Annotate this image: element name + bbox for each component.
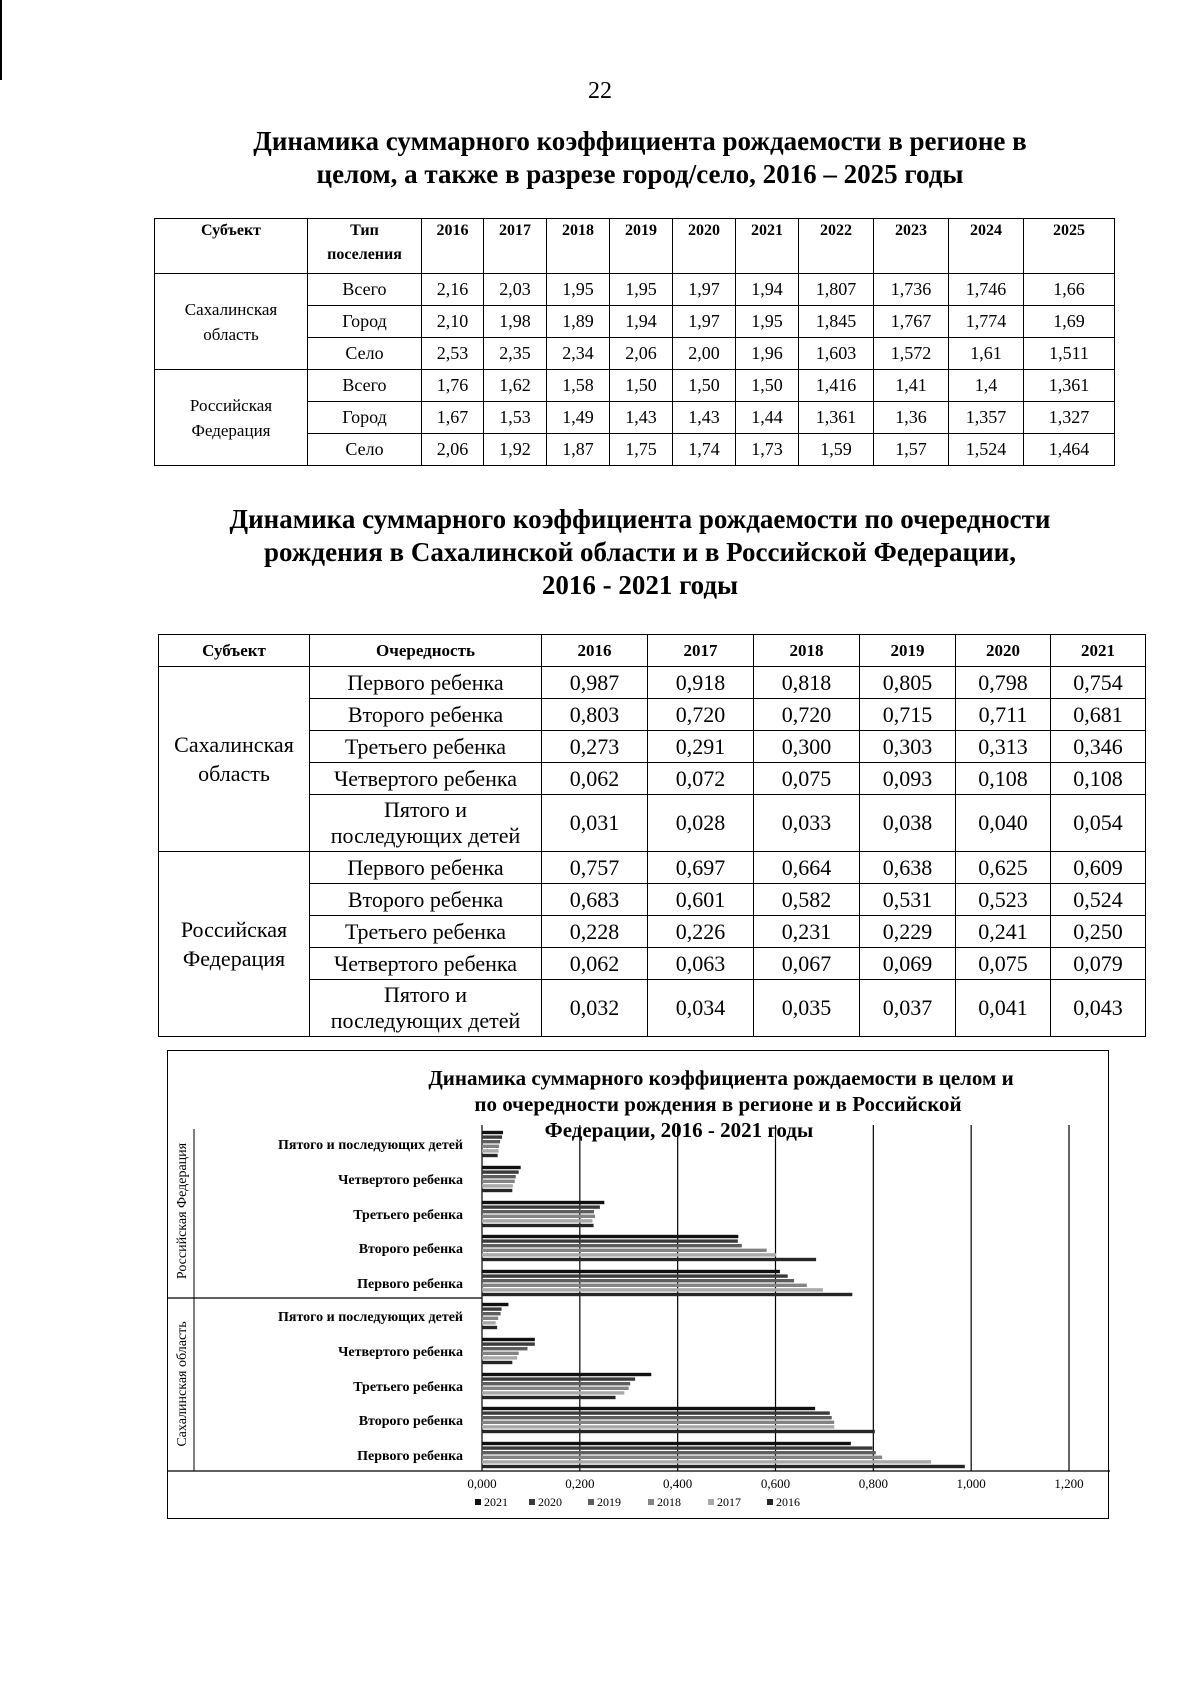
- table2-title-line: 2016 - 2021 годы: [541, 570, 739, 600]
- table-row: [159, 852, 1146, 884]
- table1-value-cell: 2,10: [422, 306, 484, 338]
- table1-type-cell: Всего: [308, 274, 422, 306]
- chart-x-tick-label: 0,800: [858, 1476, 888, 1491]
- chart-legend-swatch: [529, 1499, 535, 1505]
- table2-value-cell: 0,798: [956, 667, 1051, 699]
- chart-bar: [482, 1421, 834, 1424]
- chart-category-label: Пятого и последующих детей: [277, 1310, 463, 1325]
- chart-bar: [482, 1253, 776, 1256]
- table1-subject-line: Федерация: [191, 420, 271, 440]
- table2-value-cell: 0,063: [648, 948, 754, 980]
- table2-title-line: рождения в Сахалинской области и в Российской Федерации,: [264, 537, 1016, 567]
- table1-value-cell: 1,746: [949, 274, 1024, 306]
- chart-title-line: Федерации, 2016 - 2021 годы: [544, 1118, 814, 1142]
- chart-bar: [482, 1391, 624, 1394]
- table1-header-year: 2018: [547, 219, 610, 274]
- table2-subject-line: Российская: [180, 917, 288, 942]
- chart-category-label: Третьего ребенка: [353, 1208, 463, 1223]
- chart-bar: [482, 1377, 635, 1380]
- chart-bar: [482, 1425, 834, 1428]
- table2-order-cell: [310, 916, 542, 948]
- table1-subject-cell: [155, 274, 308, 370]
- chart-legend-label: 2016: [776, 1495, 800, 1509]
- chart-category-label: Второго ребенка: [358, 1242, 463, 1257]
- table2-value-cell: 0,300: [754, 731, 860, 763]
- table2-value-cell: 0,062: [542, 948, 648, 980]
- table1-value-cell: 1,58: [547, 370, 610, 402]
- birth-rate-settlement-table: [154, 218, 1115, 466]
- table2-order-cell: [310, 795, 542, 852]
- table2-title: [140, 503, 1140, 602]
- chart-x-tick-label: 0,400: [663, 1476, 693, 1491]
- chart-legend-label: 2021: [484, 1495, 508, 1509]
- table1-header-type: [308, 219, 422, 274]
- chart-group-label: Сахалинская область: [175, 1321, 190, 1447]
- chart-bar: [482, 1219, 593, 1222]
- table2-value-cell: 0,291: [648, 731, 754, 763]
- table-row: [159, 667, 1146, 699]
- table2-value-cell: 0,028: [648, 795, 754, 852]
- table1-value-cell: 1,87: [547, 434, 610, 466]
- table2-value-cell: 0,108: [956, 763, 1051, 795]
- table2-header-subject: Субъект: [159, 635, 310, 667]
- chart-bar: [482, 1326, 497, 1329]
- table2-value-cell: 0,683: [542, 884, 648, 916]
- table2-value-cell: 0,034: [648, 980, 754, 1037]
- table2-header-row: [159, 635, 1146, 667]
- table2-order-cell: [310, 763, 542, 795]
- chart-legend-swatch: [767, 1499, 773, 1505]
- chart-bar: [482, 1145, 499, 1148]
- table2-value-cell: 0,067: [754, 948, 860, 980]
- table2-header-year: 2020: [956, 635, 1051, 667]
- chart-bar: [482, 1239, 738, 1242]
- page-number: 22: [588, 78, 612, 104]
- table2-value-cell: 0,037: [860, 980, 956, 1037]
- chart-bar: [482, 1430, 875, 1433]
- table-row: [155, 370, 1115, 402]
- chart-bar: [482, 1189, 512, 1192]
- chart-bar: [482, 1411, 830, 1414]
- table2-order-line: Третьего ребенка: [344, 733, 507, 759]
- chart-legend-label: 2019: [597, 1495, 621, 1509]
- chart-group-label: Российская Федерация: [175, 1142, 190, 1280]
- table1-header-year: 2022: [799, 219, 874, 274]
- table2-order-line: Второго ребенка: [347, 886, 504, 912]
- table2-value-cell: 0,987: [542, 667, 648, 699]
- table1-header-year: 2025: [1024, 219, 1115, 274]
- chart-legend-swatch: [648, 1499, 654, 1505]
- table1-value-cell: 1,92: [484, 434, 547, 466]
- table1-subject-line: Российская: [189, 395, 273, 415]
- chart-bar: [482, 1224, 594, 1227]
- chart-bar: [482, 1131, 503, 1134]
- table2-order-line: Второго ребенка: [347, 701, 504, 727]
- table1-type-cell: Село: [308, 338, 422, 370]
- chart-bar: [482, 1215, 595, 1218]
- table1-type-cell: Город: [308, 402, 422, 434]
- table1-value-cell: 1,43: [610, 402, 673, 434]
- table2-subject-line: Федерация: [182, 946, 286, 971]
- chart-bar: [482, 1175, 516, 1178]
- table1-value-cell: 1,50: [610, 370, 673, 402]
- table2-value-cell: 0,075: [754, 763, 860, 795]
- table1-header-year: 2017: [484, 219, 547, 274]
- table2-header-year: 2016: [542, 635, 648, 667]
- table2-value-cell: 0,531: [860, 884, 956, 916]
- chart-bar: [482, 1347, 527, 1350]
- table2-value-cell: 0,638: [860, 852, 956, 884]
- chart-x-tick-label: 1,200: [1054, 1476, 1084, 1491]
- table2-header-year: 2021: [1051, 635, 1146, 667]
- table2-value-cell: 0,918: [648, 667, 754, 699]
- chart-bar: [482, 1166, 521, 1169]
- table1-value-cell: 1,76: [422, 370, 484, 402]
- table2-value-cell: 0,818: [754, 667, 860, 699]
- chart-category-label: Третьего ребенка: [353, 1380, 463, 1395]
- chart-bar: [482, 1442, 851, 1445]
- table1-title-line: Динамика суммарного коэффициента рождаемости в регионе в: [253, 126, 1027, 156]
- table1-value-cell: 1,845: [799, 306, 874, 338]
- table2-order-line: Пятого и: [383, 982, 468, 1007]
- birth-order-table: [158, 634, 1146, 1037]
- table2-header-year: 2017: [648, 635, 754, 667]
- table1-value-cell: 2,35: [484, 338, 547, 370]
- table1-value-cell: 1,361: [799, 402, 874, 434]
- chart-bar: [482, 1451, 876, 1454]
- table2-order-line: Четвертого ребенка: [333, 950, 518, 976]
- chart-bar: [482, 1460, 931, 1463]
- table1-value-cell: 1,62: [484, 370, 547, 402]
- table1-value-cell: 1,774: [949, 306, 1024, 338]
- chart-bar: [482, 1274, 788, 1277]
- table1-header-type-line: поселения: [327, 246, 402, 263]
- chart-bar: [482, 1382, 630, 1385]
- chart-bar: [482, 1303, 508, 1306]
- table1-value-cell: 1,41: [874, 370, 949, 402]
- table1-value-cell: 2,03: [484, 274, 547, 306]
- chart-bar: [482, 1387, 629, 1390]
- table1-value-cell: 1,357: [949, 402, 1024, 434]
- table2-order-line: последующих детей: [330, 1008, 521, 1033]
- table-row: [155, 274, 1115, 306]
- table2-order-cell: [310, 731, 542, 763]
- chart-bar: [482, 1284, 807, 1287]
- table2-value-cell: 0,250: [1051, 916, 1146, 948]
- table2-value-cell: 0,228: [542, 916, 648, 948]
- table1-value-cell: 1,94: [610, 306, 673, 338]
- table1-type-cell: Всего: [308, 370, 422, 402]
- table1-type-cell: Село: [308, 434, 422, 466]
- table2-subject-cell: [159, 667, 310, 852]
- chart-bar: [482, 1279, 794, 1282]
- table1-value-cell: 1,50: [736, 370, 799, 402]
- table2-subject-line: область: [198, 761, 270, 786]
- chart-legend-swatch: [708, 1499, 714, 1505]
- chart-bar: [482, 1244, 742, 1247]
- chart-bar: [482, 1180, 515, 1183]
- chart-bar: [482, 1407, 815, 1410]
- table1-header-year: 2020: [673, 219, 736, 274]
- table1-title-line: целом, а также в разрезе город/село, 2016 – 2025 годы: [316, 159, 964, 189]
- table2-value-cell: 0,075: [956, 948, 1051, 980]
- table1-value-cell: 1,4: [949, 370, 1024, 402]
- table2-header-year: 2019: [860, 635, 956, 667]
- table1-value-cell: 1,97: [673, 306, 736, 338]
- chart-category-label: Четвертого ребенка: [338, 1173, 463, 1188]
- table2-value-cell: 0,241: [956, 916, 1051, 948]
- table2-value-cell: 0,681: [1051, 699, 1146, 731]
- table2-order-line: Пятого и: [383, 797, 468, 822]
- chart-legend-label: 2020: [538, 1495, 562, 1509]
- chart-bar: [482, 1210, 594, 1213]
- table2-value-cell: 0,226: [648, 916, 754, 948]
- table2-order-line: Третьего ребенка: [344, 918, 507, 944]
- chart-bar: [482, 1352, 519, 1355]
- table1-value-cell: 1,36: [874, 402, 949, 434]
- chart-bar: [482, 1270, 780, 1273]
- table1-header-year: 2023: [874, 219, 949, 274]
- table1-value-cell: 2,34: [547, 338, 610, 370]
- table1-value-cell: 1,74: [673, 434, 736, 466]
- chart-bar: [482, 1149, 499, 1152]
- chart-x-tick-label: 0,600: [760, 1476, 791, 1491]
- table1-value-cell: 1,57: [874, 434, 949, 466]
- table2-value-cell: 0,041: [956, 980, 1051, 1037]
- table2-value-cell: 0,711: [956, 699, 1051, 731]
- chart-bar: [482, 1307, 502, 1310]
- table1-subject-line: Сахалинская: [184, 299, 278, 319]
- page-edge-line: [0, 0, 2, 80]
- chart-bar: [482, 1312, 501, 1315]
- table1-value-cell: 1,89: [547, 306, 610, 338]
- table1-value-cell: 1,73: [736, 434, 799, 466]
- table1-value-cell: 1,572: [874, 338, 949, 370]
- table1-value-cell: 1,75: [610, 434, 673, 466]
- table1-value-cell: 1,53: [484, 402, 547, 434]
- table2-value-cell: 0,754: [1051, 667, 1146, 699]
- table2-value-cell: 0,108: [1051, 763, 1146, 795]
- table1-header-row: [155, 219, 1115, 274]
- chart-bar: [482, 1293, 852, 1296]
- chart-legend-swatch: [588, 1499, 594, 1505]
- table1-value-cell: 1,511: [1024, 338, 1115, 370]
- table2-order-cell: [310, 667, 542, 699]
- table2-value-cell: 0,229: [860, 916, 956, 948]
- table2-value-cell: 0,720: [648, 699, 754, 731]
- table1-header-year: 2024: [949, 219, 1024, 274]
- table2-value-cell: 0,040: [956, 795, 1051, 852]
- table2-value-cell: 0,231: [754, 916, 860, 948]
- table1-value-cell: 1,464: [1024, 434, 1115, 466]
- chart-bar: [482, 1184, 513, 1187]
- table2-value-cell: 0,609: [1051, 852, 1146, 884]
- chart-x-tick-label: 0,000: [467, 1476, 497, 1491]
- table1-header-year: 2021: [736, 219, 799, 274]
- table2-value-cell: 0,069: [860, 948, 956, 980]
- table1-value-cell: 1,95: [547, 274, 610, 306]
- table2-value-cell: 0,273: [542, 731, 648, 763]
- table2-value-cell: 0,038: [860, 795, 956, 852]
- table2-value-cell: 0,715: [860, 699, 956, 731]
- table2-subject-line: Сахалинская: [174, 732, 294, 757]
- chart-bar: [482, 1317, 498, 1320]
- table2-order-line: последующих детей: [330, 823, 521, 848]
- chart-canvas: [168, 1051, 1110, 1520]
- table1-value-cell: 2,16: [422, 274, 484, 306]
- table1-value-cell: 1,43: [673, 402, 736, 434]
- table1-value-cell: 1,66: [1024, 274, 1115, 306]
- table2-order-cell: [310, 852, 542, 884]
- table2-order-line: Четвертого ребенка: [333, 765, 518, 791]
- table2-value-cell: 0,524: [1051, 884, 1146, 916]
- table1-value-cell: 1,97: [673, 274, 736, 306]
- table2-value-cell: 0,757: [542, 852, 648, 884]
- table2-value-cell: 0,035: [754, 980, 860, 1037]
- table2-value-cell: 0,303: [860, 731, 956, 763]
- chart-bar: [482, 1201, 604, 1204]
- chart-bar: [482, 1235, 738, 1238]
- table1-value-cell: 1,95: [610, 274, 673, 306]
- chart-bar: [482, 1356, 517, 1359]
- table2-subject-cell: [159, 852, 310, 1037]
- table1-value-cell: 2,53: [422, 338, 484, 370]
- table1-value-cell: 1,524: [949, 434, 1024, 466]
- table1-title: [140, 125, 1140, 191]
- table2-value-cell: 0,043: [1051, 980, 1146, 1037]
- chart-title-line: по очередности рождения в регионе и в Российской: [474, 1092, 962, 1116]
- chart-bar: [482, 1373, 651, 1376]
- table2-value-cell: 0,032: [542, 980, 648, 1037]
- table1-value-cell: 1,361: [1024, 370, 1115, 402]
- chart-bar: [482, 1416, 832, 1419]
- table1-value-cell: 1,327: [1024, 402, 1115, 434]
- table2-value-cell: 0,031: [542, 795, 648, 852]
- table1-value-cell: 1,416: [799, 370, 874, 402]
- table2-value-cell: 0,664: [754, 852, 860, 884]
- table1-value-cell: 1,67: [422, 402, 484, 434]
- chart-category-label: Первого ребенка: [357, 1449, 463, 1464]
- table2-header-year: 2018: [754, 635, 860, 667]
- chart-bar: [482, 1342, 535, 1345]
- chart-x-tick-label: 1,000: [956, 1476, 986, 1491]
- table2-value-cell: 0,582: [754, 884, 860, 916]
- table1-value-cell: 2,06: [610, 338, 673, 370]
- chart-legend-swatch: [475, 1499, 481, 1505]
- table1-value-cell: 1,807: [799, 274, 874, 306]
- chart-bar: [482, 1249, 767, 1252]
- table1-value-cell: 1,49: [547, 402, 610, 434]
- chart-bar: [482, 1140, 500, 1143]
- birth-order-chart: [167, 1050, 1109, 1519]
- chart-category-label: Первого ребенка: [357, 1277, 463, 1292]
- table2-value-cell: 0,803: [542, 699, 648, 731]
- table2-header-order: Очередность: [310, 635, 542, 667]
- chart-bar: [482, 1135, 502, 1138]
- table1-value-cell: 1,95: [736, 306, 799, 338]
- table2-order-cell: [310, 948, 542, 980]
- table2-value-cell: 0,062: [542, 763, 648, 795]
- chart-bar: [482, 1288, 823, 1291]
- table2-value-cell: 0,033: [754, 795, 860, 852]
- table1-value-cell: 1,69: [1024, 306, 1115, 338]
- table2-value-cell: 0,079: [1051, 948, 1146, 980]
- table2-value-cell: 0,072: [648, 763, 754, 795]
- table2-title-line: Динамика суммарного коэффициента рождаемости по очередности: [229, 504, 1051, 534]
- chart-category-label: Четвертого ребенка: [338, 1345, 463, 1360]
- chart-bar: [482, 1170, 519, 1173]
- table1-header-year: 2016: [422, 219, 484, 274]
- chart-bar: [482, 1465, 965, 1468]
- table1-value-cell: 1,736: [874, 274, 949, 306]
- table1-value-cell: 1,96: [736, 338, 799, 370]
- table1-type-cell: Город: [308, 306, 422, 338]
- table2-value-cell: 0,346: [1051, 731, 1146, 763]
- table2-order-line: Первого ребенка: [347, 669, 504, 695]
- table1-value-cell: 1,603: [799, 338, 874, 370]
- chart-legend-label: 2018: [657, 1495, 681, 1509]
- table2-value-cell: 0,093: [860, 763, 956, 795]
- table2-order-cell: [310, 980, 542, 1037]
- table2-order-line: Первого ребенка: [347, 854, 504, 880]
- table2-value-cell: 0,720: [754, 699, 860, 731]
- chart-category-label: Пятого и последующих детей: [277, 1138, 463, 1153]
- table1-value-cell: 1,59: [799, 434, 874, 466]
- table1-value-cell: 1,98: [484, 306, 547, 338]
- table1-value-cell: 1,94: [736, 274, 799, 306]
- table1-subject-line: область: [203, 324, 259, 344]
- table1-value-cell: 1,61: [949, 338, 1024, 370]
- table2-value-cell: 0,697: [648, 852, 754, 884]
- table1-value-cell: 1,767: [874, 306, 949, 338]
- chart-bar: [482, 1154, 498, 1157]
- table1-value-cell: 1,50: [673, 370, 736, 402]
- chart-bar: [482, 1338, 535, 1341]
- table1-header-year: 2019: [610, 219, 673, 274]
- table1-value-cell: 2,00: [673, 338, 736, 370]
- chart-bar: [482, 1456, 882, 1459]
- table2-value-cell: 0,523: [956, 884, 1051, 916]
- chart-bar: [482, 1321, 496, 1324]
- table2-value-cell: 0,313: [956, 731, 1051, 763]
- chart-legend-label: 2017: [717, 1495, 741, 1509]
- table2-value-cell: 0,625: [956, 852, 1051, 884]
- chart-bar: [482, 1361, 512, 1364]
- table1-subject-cell: [155, 370, 308, 466]
- table1-value-cell: 1,44: [736, 402, 799, 434]
- table2-value-cell: 0,054: [1051, 795, 1146, 852]
- chart-x-tick-label: 0,200: [565, 1476, 595, 1491]
- table2-order-cell: [310, 699, 542, 731]
- table1-header-subject: Субъект: [155, 219, 308, 274]
- table2-value-cell: 0,805: [860, 667, 956, 699]
- table2-order-cell: [310, 884, 542, 916]
- chart-bar: [482, 1446, 872, 1449]
- table2-value-cell: 0,601: [648, 884, 754, 916]
- table1-value-cell: 2,06: [422, 434, 484, 466]
- table1-header-type-line: Тип: [350, 222, 379, 239]
- chart-bar: [482, 1396, 616, 1399]
- chart-category-label: Второго ребенка: [358, 1414, 463, 1429]
- chart-title-line: Динамика суммарного коэффициента рождаемости в целом и: [428, 1066, 1014, 1090]
- chart-bar: [482, 1205, 600, 1208]
- chart-bar: [482, 1258, 816, 1261]
